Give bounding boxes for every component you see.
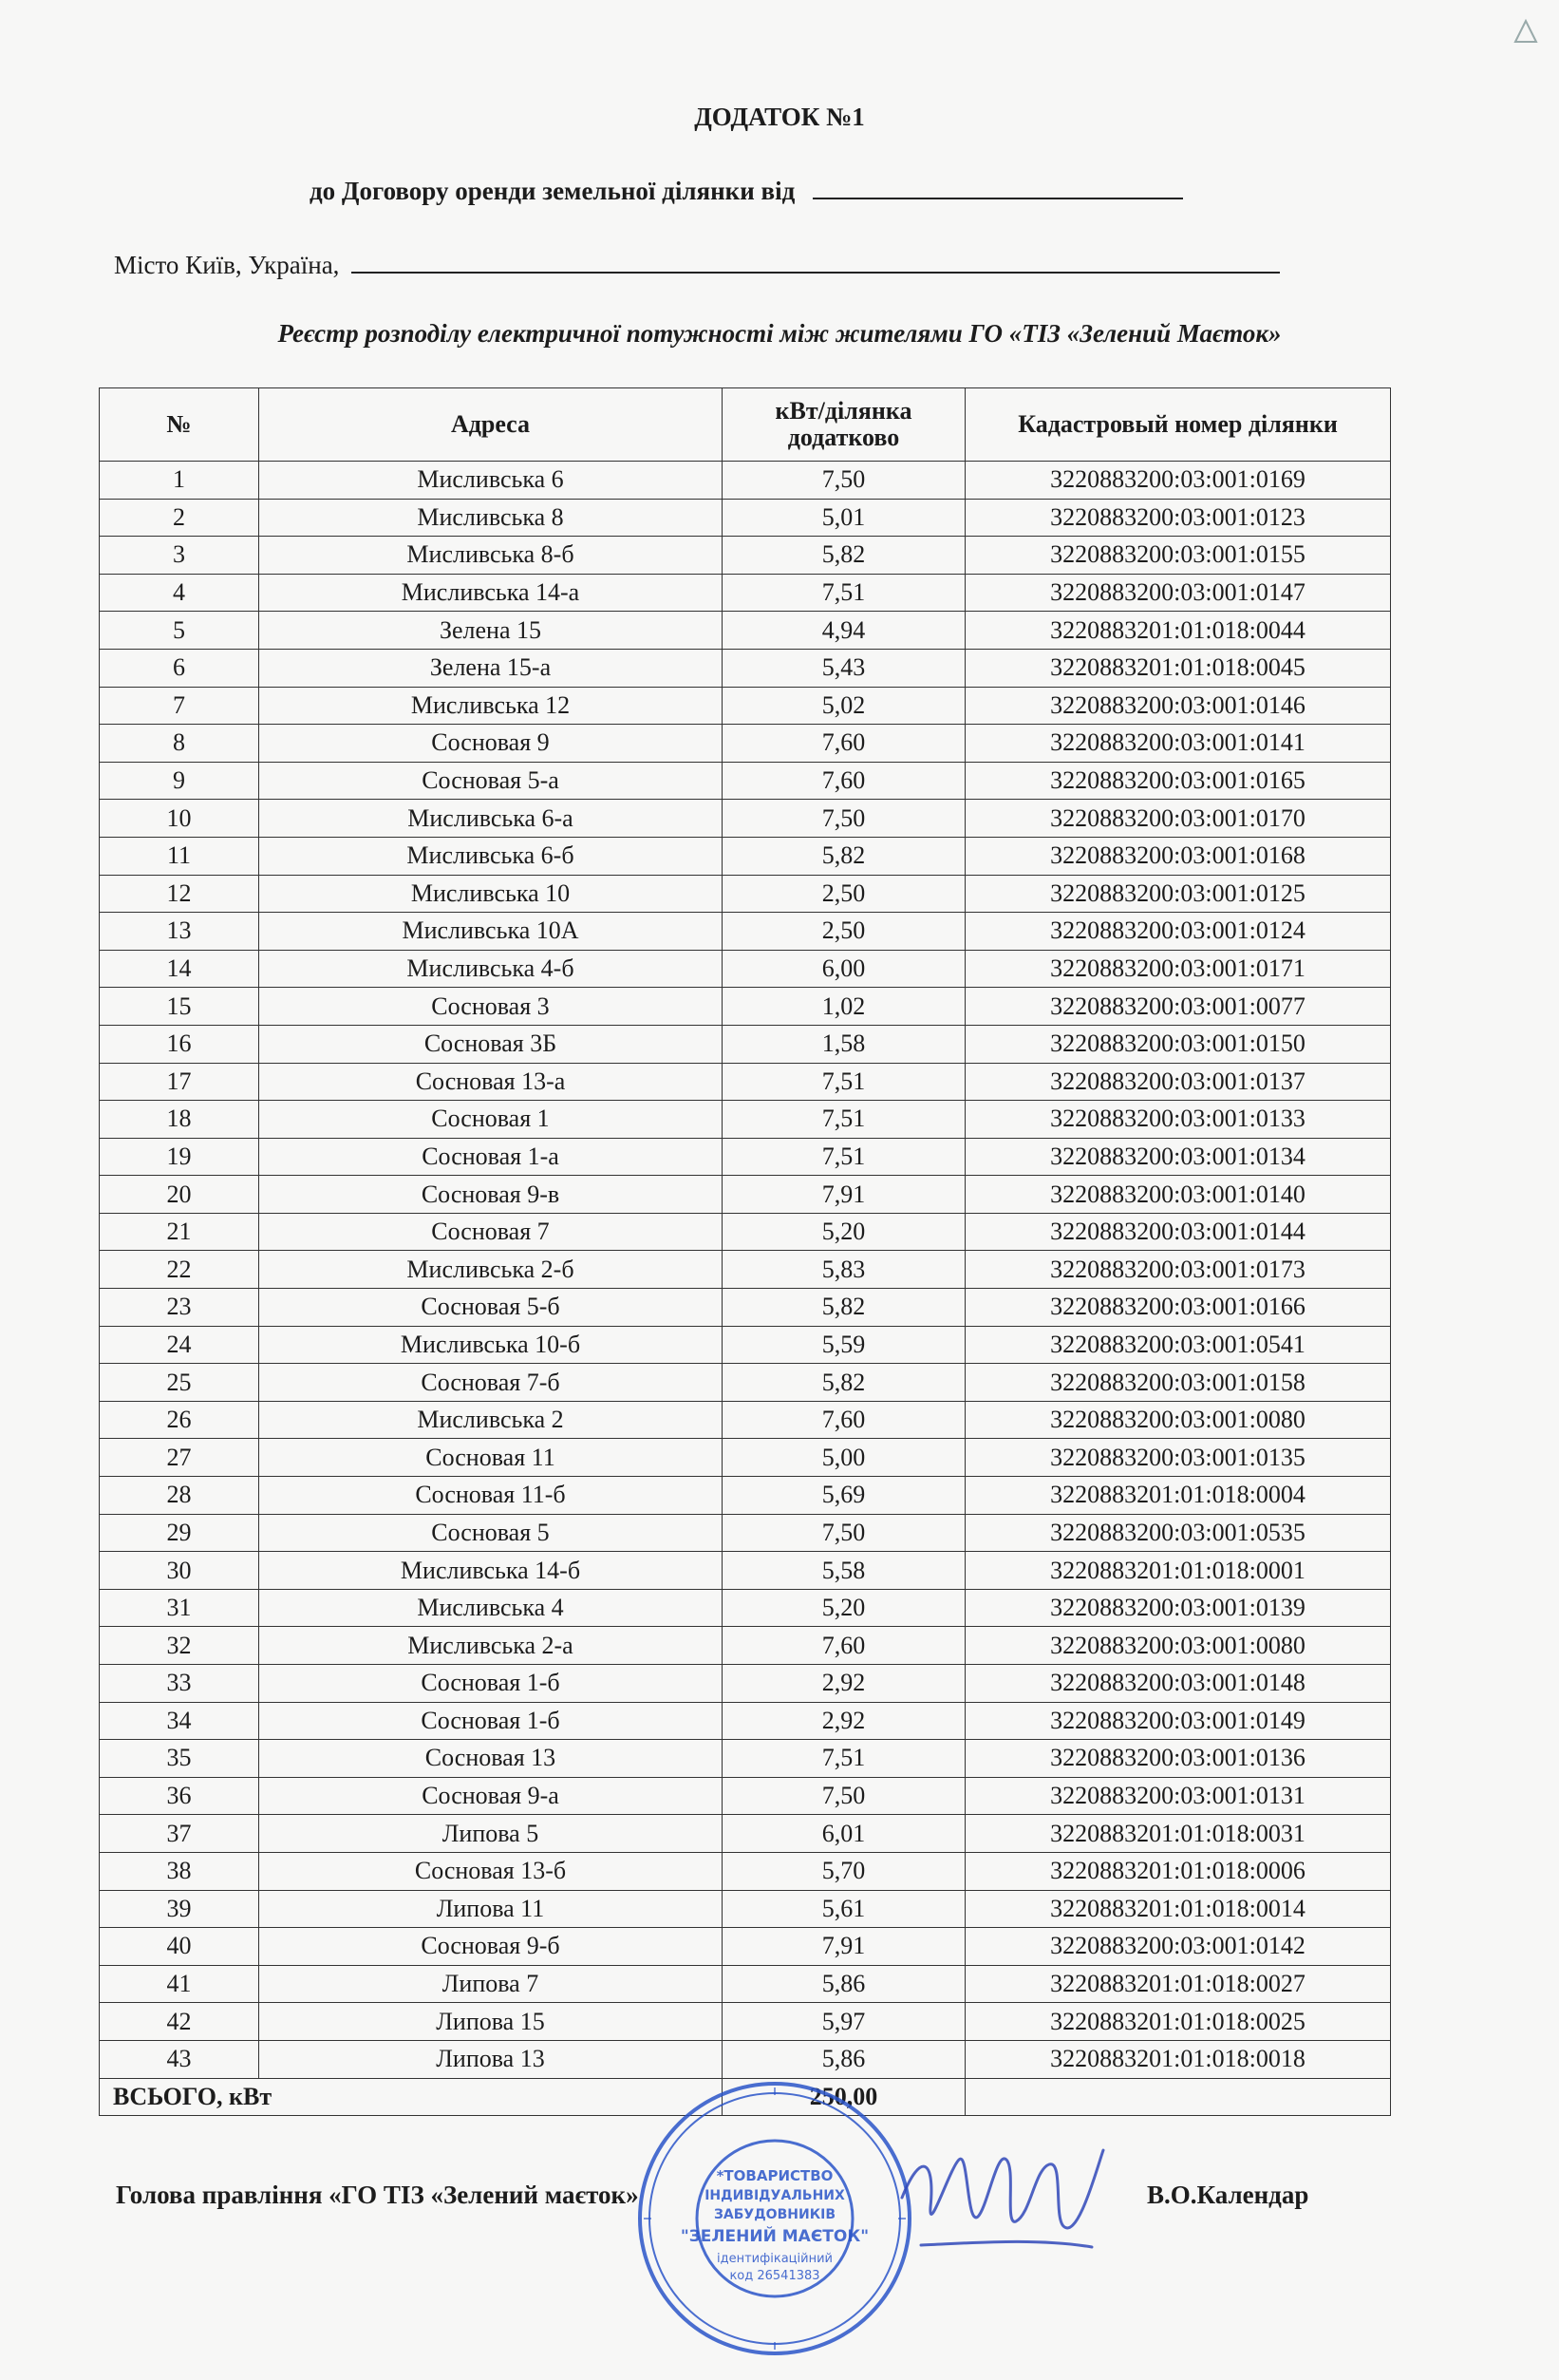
cell-number: 34 bbox=[100, 1702, 259, 1740]
cell-kw: 5,69 bbox=[723, 1477, 966, 1515]
cell-number: 38 bbox=[100, 1852, 259, 1890]
table-row bbox=[100, 762, 1391, 800]
cell-cadastral: 3220883200:03:001:0080 bbox=[966, 1401, 1391, 1439]
cell-cadastral: 3220883201:01:018:0031 bbox=[966, 1815, 1391, 1853]
cell-number: 20 bbox=[100, 1176, 259, 1214]
city-line bbox=[114, 249, 1280, 280]
table-row bbox=[100, 837, 1391, 875]
city-text: Місто Київ, Україна, bbox=[114, 251, 340, 279]
table-row bbox=[100, 1740, 1391, 1778]
cell-cadastral: 3220883200:03:001:0139 bbox=[966, 1589, 1391, 1627]
cell-address: Сосновая 5 bbox=[259, 1514, 723, 1552]
cell-cadastral: 3220883200:03:001:0146 bbox=[966, 687, 1391, 725]
cell-kw: 5,97 bbox=[723, 2003, 966, 2041]
cell-kw: 6,00 bbox=[723, 950, 966, 988]
cell-number: 41 bbox=[100, 1965, 259, 2003]
cell-cadastral: 3220883200:03:001:0170 bbox=[966, 800, 1391, 838]
cell-cadastral: 3220883200:03:001:0173 bbox=[966, 1251, 1391, 1289]
cell-cadastral: 3220883201:01:018:0025 bbox=[966, 2003, 1391, 2041]
cell-number: 9 bbox=[100, 762, 259, 800]
cell-cadastral: 3220883200:03:001:0147 bbox=[966, 574, 1391, 612]
table-row bbox=[100, 1063, 1391, 1101]
cell-kw: 5,86 bbox=[723, 1965, 966, 2003]
table-row bbox=[100, 462, 1391, 500]
table-row bbox=[100, 1401, 1391, 1439]
cell-cadastral: 3220883200:03:001:0168 bbox=[966, 837, 1391, 875]
cell-address: Мисливська 2 bbox=[259, 1401, 723, 1439]
cell-number: 22 bbox=[100, 1251, 259, 1289]
table-row bbox=[100, 1928, 1391, 1966]
contract-date-blank bbox=[813, 175, 1183, 199]
table-row bbox=[100, 1815, 1391, 1853]
table-row bbox=[100, 1965, 1391, 2003]
cell-number: 2 bbox=[100, 499, 259, 537]
cell-address: Сосновая 5-б bbox=[259, 1289, 723, 1327]
cell-cadastral: 3220883201:01:018:0027 bbox=[966, 1965, 1391, 2003]
handwritten-signature bbox=[892, 2131, 1111, 2274]
cell-cadastral: 3220883201:01:018:0004 bbox=[966, 1477, 1391, 1515]
cell-address: Мисливська 12 bbox=[259, 687, 723, 725]
cell-number: 14 bbox=[100, 950, 259, 988]
cell-number: 17 bbox=[100, 1063, 259, 1101]
cell-kw: 7,50 bbox=[723, 462, 966, 500]
table-row bbox=[100, 1665, 1391, 1703]
cell-kw: 1,02 bbox=[723, 988, 966, 1026]
cell-address: Мисливська 4 bbox=[259, 1589, 723, 1627]
cell-kw: 5,20 bbox=[723, 1589, 966, 1627]
cell-address: Мисливська 10 bbox=[259, 875, 723, 913]
total-empty-cell bbox=[966, 2078, 1391, 2116]
cell-address: Мисливська 10-б bbox=[259, 1326, 723, 1364]
cell-cadastral: 3220883200:03:001:0166 bbox=[966, 1289, 1391, 1327]
cell-number: 32 bbox=[100, 1627, 259, 1665]
table-row bbox=[100, 1251, 1391, 1289]
cell-cadastral: 3220883200:03:001:0144 bbox=[966, 1213, 1391, 1251]
contract-reference bbox=[310, 175, 1183, 206]
cell-number: 40 bbox=[100, 1928, 259, 1966]
cell-address: Липова 13 bbox=[259, 2040, 723, 2078]
cell-kw: 7,60 bbox=[723, 1627, 966, 1665]
document-title: ДОДАТОК №1 bbox=[694, 103, 865, 131]
cell-kw: 7,50 bbox=[723, 1777, 966, 1815]
cell-kw: 5,61 bbox=[723, 1890, 966, 1928]
cell-address: Мисливська 14-а bbox=[259, 574, 723, 612]
table-row bbox=[100, 1176, 1391, 1214]
cell-address: Мисливська 8-б bbox=[259, 537, 723, 575]
cell-cadastral: 3220883200:03:001:0136 bbox=[966, 1740, 1391, 1778]
cell-number: 35 bbox=[100, 1740, 259, 1778]
cell-address: Мисливська 6 bbox=[259, 462, 723, 500]
table-row bbox=[100, 537, 1391, 575]
table-row bbox=[100, 800, 1391, 838]
table-row bbox=[100, 1890, 1391, 1928]
total-value: 250,00 bbox=[723, 2078, 966, 2116]
table-row bbox=[100, 687, 1391, 725]
cell-address: Сосновая 1-б bbox=[259, 1702, 723, 1740]
cell-kw: 7,51 bbox=[723, 1101, 966, 1139]
cell-address: Липова 15 bbox=[259, 2003, 723, 2041]
cell-cadastral: 3220883201:01:018:0018 bbox=[966, 2040, 1391, 2078]
table-row bbox=[100, 1213, 1391, 1251]
cell-number: 21 bbox=[100, 1213, 259, 1251]
cell-kw: 5,83 bbox=[723, 1251, 966, 1289]
table-row bbox=[100, 2040, 1391, 2078]
table-row bbox=[100, 725, 1391, 763]
cell-address: Сосновая 3Б bbox=[259, 1025, 723, 1063]
cell-number: 4 bbox=[100, 574, 259, 612]
cell-number: 26 bbox=[100, 1401, 259, 1439]
cell-address: Мисливська 6-а bbox=[259, 800, 723, 838]
cell-address: Сосновая 1-б bbox=[259, 1665, 723, 1703]
cell-address: Мисливська 2-а bbox=[259, 1627, 723, 1665]
cell-number: 19 bbox=[100, 1138, 259, 1176]
cell-address: Сосновая 13 bbox=[259, 1740, 723, 1778]
cell-number: 43 bbox=[100, 2040, 259, 2078]
table-row bbox=[100, 1852, 1391, 1890]
cell-address: Сосновая 1 bbox=[259, 1101, 723, 1139]
cell-cadastral: 3220883200:03:001:0158 bbox=[966, 1364, 1391, 1402]
cell-number: 33 bbox=[100, 1665, 259, 1703]
cell-kw: 7,91 bbox=[723, 1176, 966, 1214]
cell-cadastral: 3220883200:03:001:0169 bbox=[966, 462, 1391, 500]
table-header-row bbox=[100, 388, 1391, 462]
cell-cadastral: 3220883200:03:001:0141 bbox=[966, 725, 1391, 763]
cell-kw: 7,51 bbox=[723, 574, 966, 612]
cell-number: 3 bbox=[100, 537, 259, 575]
cell-address: Сосновая 9 bbox=[259, 725, 723, 763]
svg-text:ІНДИВІДУАЛЬНИХ: ІНДИВІДУАЛЬНИХ bbox=[704, 2188, 845, 2203]
table-row bbox=[100, 574, 1391, 612]
cell-number: 24 bbox=[100, 1326, 259, 1364]
cell-cadastral: 3220883200:03:001:0140 bbox=[966, 1176, 1391, 1214]
cell-kw: 7,60 bbox=[723, 1401, 966, 1439]
registry-title: Реєстр розподілу електричної потужності між жителями ГО «ТІЗ «Зелений Маєток» bbox=[277, 319, 1282, 348]
svg-text:ЗАБУДОВНИКІВ: ЗАБУДОВНИКІВ bbox=[713, 2207, 836, 2222]
cell-cadastral: 3220883200:03:001:0125 bbox=[966, 875, 1391, 913]
cell-kw: 5,70 bbox=[723, 1852, 966, 1890]
cell-address: Сосновая 1-а bbox=[259, 1138, 723, 1176]
cell-cadastral: 3220883200:03:001:0137 bbox=[966, 1063, 1391, 1101]
table-row bbox=[100, 1138, 1391, 1176]
cell-kw: 7,51 bbox=[723, 1063, 966, 1101]
cell-cadastral: 3220883200:03:001:0165 bbox=[966, 762, 1391, 800]
cell-kw: 5,82 bbox=[723, 537, 966, 575]
svg-text:ідентифікаційний: ідентифікаційний bbox=[717, 2252, 833, 2266]
cell-address: Сосновая 3 bbox=[259, 988, 723, 1026]
column-header-number: № bbox=[100, 388, 259, 462]
table-row bbox=[100, 988, 1391, 1026]
table-row bbox=[100, 950, 1391, 988]
cell-address: Сосновая 7 bbox=[259, 1213, 723, 1251]
cell-number: 42 bbox=[100, 2003, 259, 2041]
table-row bbox=[100, 1702, 1391, 1740]
cell-kw: 7,50 bbox=[723, 800, 966, 838]
cell-kw: 5,59 bbox=[723, 1326, 966, 1364]
cell-cadastral: 3220883200:03:001:0150 bbox=[966, 1025, 1391, 1063]
cell-number: 10 bbox=[100, 800, 259, 838]
cell-number: 11 bbox=[100, 837, 259, 875]
cell-kw: 7,51 bbox=[723, 1138, 966, 1176]
cell-cadastral: 3220883201:01:018:0006 bbox=[966, 1852, 1391, 1890]
table-row bbox=[100, 1101, 1391, 1139]
table-row bbox=[100, 1777, 1391, 1815]
cell-kw: 5,86 bbox=[723, 2040, 966, 2078]
cell-cadastral: 3220883200:03:001:0535 bbox=[966, 1514, 1391, 1552]
cell-number: 16 bbox=[100, 1025, 259, 1063]
table-row bbox=[100, 1289, 1391, 1327]
table-row bbox=[100, 2003, 1391, 2041]
cell-cadastral: 3220883200:03:001:0541 bbox=[966, 1326, 1391, 1364]
cell-kw: 5,82 bbox=[723, 1289, 966, 1327]
cell-number: 39 bbox=[100, 1890, 259, 1928]
cell-kw: 7,60 bbox=[723, 725, 966, 763]
cell-number: 25 bbox=[100, 1364, 259, 1402]
cell-kw: 6,01 bbox=[723, 1815, 966, 1853]
cell-cadastral: 3220883200:03:001:0142 bbox=[966, 1928, 1391, 1966]
city-blank bbox=[351, 249, 1280, 274]
cell-number: 27 bbox=[100, 1439, 259, 1477]
signer-name: В.О.Календар bbox=[1147, 2181, 1309, 2209]
organization-stamp bbox=[632, 2076, 917, 2361]
cell-address: Мисливська 10А bbox=[259, 913, 723, 951]
table-row bbox=[100, 1439, 1391, 1477]
cell-kw: 2,50 bbox=[723, 913, 966, 951]
cell-kw: 7,50 bbox=[723, 1514, 966, 1552]
cell-address: Зелена 15-а bbox=[259, 649, 723, 687]
cell-address: Зелена 15 bbox=[259, 612, 723, 650]
cell-number: 28 bbox=[100, 1477, 259, 1515]
cell-kw: 2,50 bbox=[723, 875, 966, 913]
signature-line: Голова правління «ГО ТІЗ «Зелений маєток» bbox=[116, 2181, 639, 2209]
cell-address: Сосновая 11-б bbox=[259, 1477, 723, 1515]
table-row bbox=[100, 612, 1391, 650]
svg-text:код 26541383: код 26541383 bbox=[729, 2269, 820, 2283]
cell-kw: 5,82 bbox=[723, 837, 966, 875]
cell-address: Сосновая 13-б bbox=[259, 1852, 723, 1890]
cell-address: Сосновая 9-а bbox=[259, 1777, 723, 1815]
cell-address: Сосновая 7-б bbox=[259, 1364, 723, 1402]
cell-number: 8 bbox=[100, 725, 259, 763]
cell-number: 31 bbox=[100, 1589, 259, 1627]
cell-kw: 2,92 bbox=[723, 1702, 966, 1740]
cell-kw: 5,00 bbox=[723, 1439, 966, 1477]
cell-cadastral: 3220883201:01:018:0045 bbox=[966, 649, 1391, 687]
table-row bbox=[100, 1627, 1391, 1665]
cell-address: Липова 7 bbox=[259, 1965, 723, 2003]
cell-cadastral: 3220883200:03:001:0134 bbox=[966, 1138, 1391, 1176]
cell-address: Сосновая 5-а bbox=[259, 762, 723, 800]
cell-number: 6 bbox=[100, 649, 259, 687]
svg-text:"ЗЕЛЕНИЙ МАЄТОК": "ЗЕЛЕНИЙ МАЄТОК" bbox=[680, 2227, 870, 2246]
table-row bbox=[100, 1025, 1391, 1063]
cell-address: Липова 5 bbox=[259, 1815, 723, 1853]
cell-number: 18 bbox=[100, 1101, 259, 1139]
cell-address: Мисливська 6-б bbox=[259, 837, 723, 875]
svg-text:*ТОВАРИСТВО: *ТОВАРИСТВО bbox=[716, 2167, 834, 2184]
cell-cadastral: 3220883200:03:001:0131 bbox=[966, 1777, 1391, 1815]
table-row bbox=[100, 1552, 1391, 1590]
cell-cadastral: 3220883201:01:018:0044 bbox=[966, 612, 1391, 650]
cell-number: 29 bbox=[100, 1514, 259, 1552]
cell-address: Сосновая 11 bbox=[259, 1439, 723, 1477]
column-header-cadastral: Кадастровый номер ділянки bbox=[966, 388, 1391, 462]
cell-number: 15 bbox=[100, 988, 259, 1026]
cell-cadastral: 3220883200:03:001:0135 bbox=[966, 1439, 1391, 1477]
table-body bbox=[100, 462, 1391, 2079]
cell-cadastral: 3220883200:03:001:0080 bbox=[966, 1627, 1391, 1665]
table-row bbox=[100, 1477, 1391, 1515]
table-row bbox=[100, 1326, 1391, 1364]
cell-cadastral: 3220883201:01:018:0014 bbox=[966, 1890, 1391, 1928]
cell-number: 5 bbox=[100, 612, 259, 650]
scan-artifact-icon bbox=[1512, 17, 1540, 46]
table-row bbox=[100, 649, 1391, 687]
cell-address: Мисливська 4-б bbox=[259, 950, 723, 988]
cell-address: Сосновая 9-б bbox=[259, 1928, 723, 1966]
cell-kw: 5,01 bbox=[723, 499, 966, 537]
cell-number: 1 bbox=[100, 462, 259, 500]
cell-kw: 4,94 bbox=[723, 612, 966, 650]
table-row bbox=[100, 499, 1391, 537]
power-registry-table bbox=[99, 387, 1391, 2116]
cell-cadastral: 3220883200:03:001:0148 bbox=[966, 1665, 1391, 1703]
cell-kw: 5,20 bbox=[723, 1213, 966, 1251]
cell-address: Мисливська 2-б bbox=[259, 1251, 723, 1289]
cell-address: Сосновая 9-в bbox=[259, 1176, 723, 1214]
table-row bbox=[100, 1514, 1391, 1552]
cell-kw: 1,58 bbox=[723, 1025, 966, 1063]
cell-number: 23 bbox=[100, 1289, 259, 1327]
cell-cadastral: 3220883200:03:001:0155 bbox=[966, 537, 1391, 575]
cell-address: Липова 11 bbox=[259, 1890, 723, 1928]
cell-number: 37 bbox=[100, 1815, 259, 1853]
table-row bbox=[100, 913, 1391, 951]
table-row bbox=[100, 1589, 1391, 1627]
contract-reference-text: до Договору оренди земельної ділянки від bbox=[310, 177, 796, 205]
cell-address: Мисливська 14-б bbox=[259, 1552, 723, 1590]
cell-cadastral: 3220883200:03:001:0124 bbox=[966, 913, 1391, 951]
cell-kw: 2,92 bbox=[723, 1665, 966, 1703]
cell-kw: 5,82 bbox=[723, 1364, 966, 1402]
cell-cadastral: 3220883200:03:001:0123 bbox=[966, 499, 1391, 537]
cell-kw: 7,91 bbox=[723, 1928, 966, 1966]
cell-cadastral: 3220883200:03:001:0149 bbox=[966, 1702, 1391, 1740]
cell-number: 36 bbox=[100, 1777, 259, 1815]
cell-number: 13 bbox=[100, 913, 259, 951]
column-header-address: Адреса bbox=[259, 388, 723, 462]
cell-number: 7 bbox=[100, 687, 259, 725]
table-row bbox=[100, 1364, 1391, 1402]
cell-kw: 7,51 bbox=[723, 1740, 966, 1778]
total-label: ВСЬОГО, кВт bbox=[100, 2078, 723, 2116]
cell-cadastral: 3220883200:03:001:0171 bbox=[966, 950, 1391, 988]
cell-number: 12 bbox=[100, 875, 259, 913]
cell-address: Мисливська 8 bbox=[259, 499, 723, 537]
column-header-kw: кВт/ділянка додатково bbox=[723, 388, 966, 462]
cell-cadastral: 3220883200:03:001:0077 bbox=[966, 988, 1391, 1026]
cell-cadastral: 3220883200:03:001:0133 bbox=[966, 1101, 1391, 1139]
table-row bbox=[100, 875, 1391, 913]
cell-kw: 5,58 bbox=[723, 1552, 966, 1590]
cell-kw: 7,60 bbox=[723, 762, 966, 800]
cell-cadastral: 3220883201:01:018:0001 bbox=[966, 1552, 1391, 1590]
cell-kw: 5,43 bbox=[723, 649, 966, 687]
cell-kw: 5,02 bbox=[723, 687, 966, 725]
cell-address: Сосновая 13-а bbox=[259, 1063, 723, 1101]
cell-number: 30 bbox=[100, 1552, 259, 1590]
